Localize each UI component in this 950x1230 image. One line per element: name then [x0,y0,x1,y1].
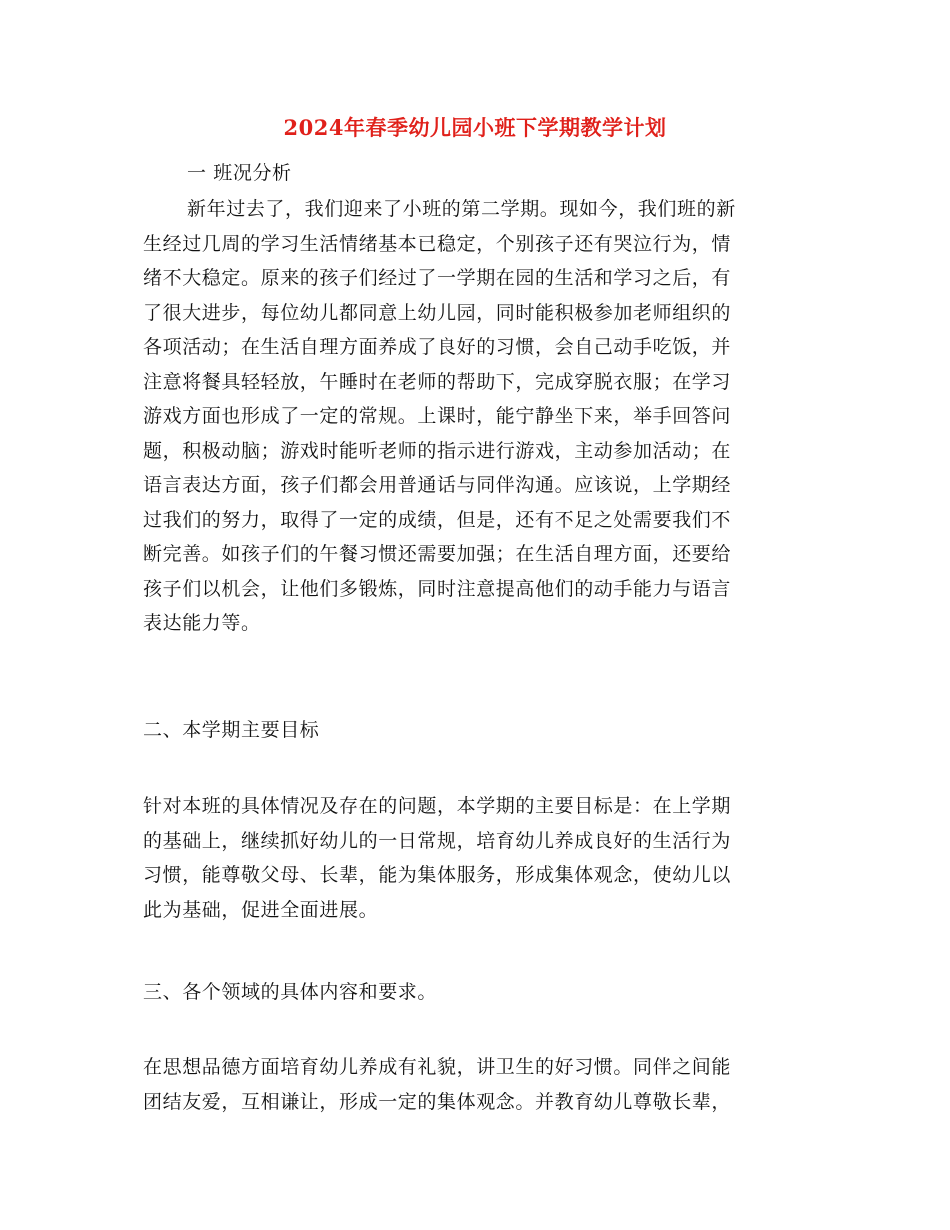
text-line: 注意将餐具轻轻放，午睡时在老师的帮助下，完成穿脱衣服；在学习 [143,370,732,393]
section-heading-goals: 二、本学期主要目标 [143,719,320,741]
text-line: 团结友爱，互相谦让，形成一定的集体观念。并教育幼儿尊敬长辈， [143,1090,732,1113]
text-line: 在思想品德方面培育幼儿养成有礼貌，讲卫生的好习惯。同伴之间能 [143,1056,732,1078]
text-line: 的基础上，继续抓好幼儿的一日常规，培育幼儿养成良好的生活行为 [143,829,732,852]
paragraph-goals [143,789,803,927]
text-line: 游戏方面也形成了一定的常规。上课时，能宁静坐下来，举手回答问 [143,405,732,427]
text-line: 语言表达方面，孩子们都会用普通话与同伴沟通。应该说，上学期经 [143,474,732,496]
text-line: 题，积极动脑；游戏时能听老师的指示进行游戏，主动参加活动；在 [143,439,732,462]
text-line: 此为基础，促进全面进展。 [143,898,379,921]
text-line: 新年过去了，我们迎来了小班的第二学期。现如今，我们班的新 [187,198,736,220]
text-line: 生经过几周的学习生活情绪基本已稳定，个别孩子还有哭泣行为，情 [143,232,732,255]
paragraph-areas [143,1050,803,1119]
text-line: 孩子们以机会，让他们多锻炼，同时注意提高他们的动手能力与语言 [143,577,732,600]
text-line: 过我们的努力，取得了一定的成绩，但是，还有不足之处需要我们不 [143,508,732,531]
text-line: 习惯，能尊敬父母、长辈，能为集体服务，形成集体观念，使幼儿以 [143,864,732,886]
section-heading-areas: 三、各个领域的具体内容和要求。 [143,981,438,1003]
text-line: 针对本班的具体情况及存在的问题，本学期的主要目标是：在上学期 [143,795,732,817]
text-line: 了很大进步，每位幼儿都同意上幼儿园，同时能积极参加老师组织的 [143,301,732,324]
document-title: 2024年春季幼儿园小班下学期教学计划 [283,115,667,140]
text-line: 绪不大稳定。原来的孩子们经过了一学期在园的生活和学习之后，有 [143,267,732,289]
text-line: 表达能力等。 [143,612,261,634]
paragraph-class-analysis [143,192,803,641]
text-line: 断完善。如孩子们的午餐习惯还需要加强；在生活自理方面，还要给 [143,543,732,565]
section-heading-class-analysis: 一 班况分析 [187,162,292,184]
text-line: 各项活动；在生活自理方面养成了良好的习惯，会自己动手吃饭，并 [143,336,732,358]
